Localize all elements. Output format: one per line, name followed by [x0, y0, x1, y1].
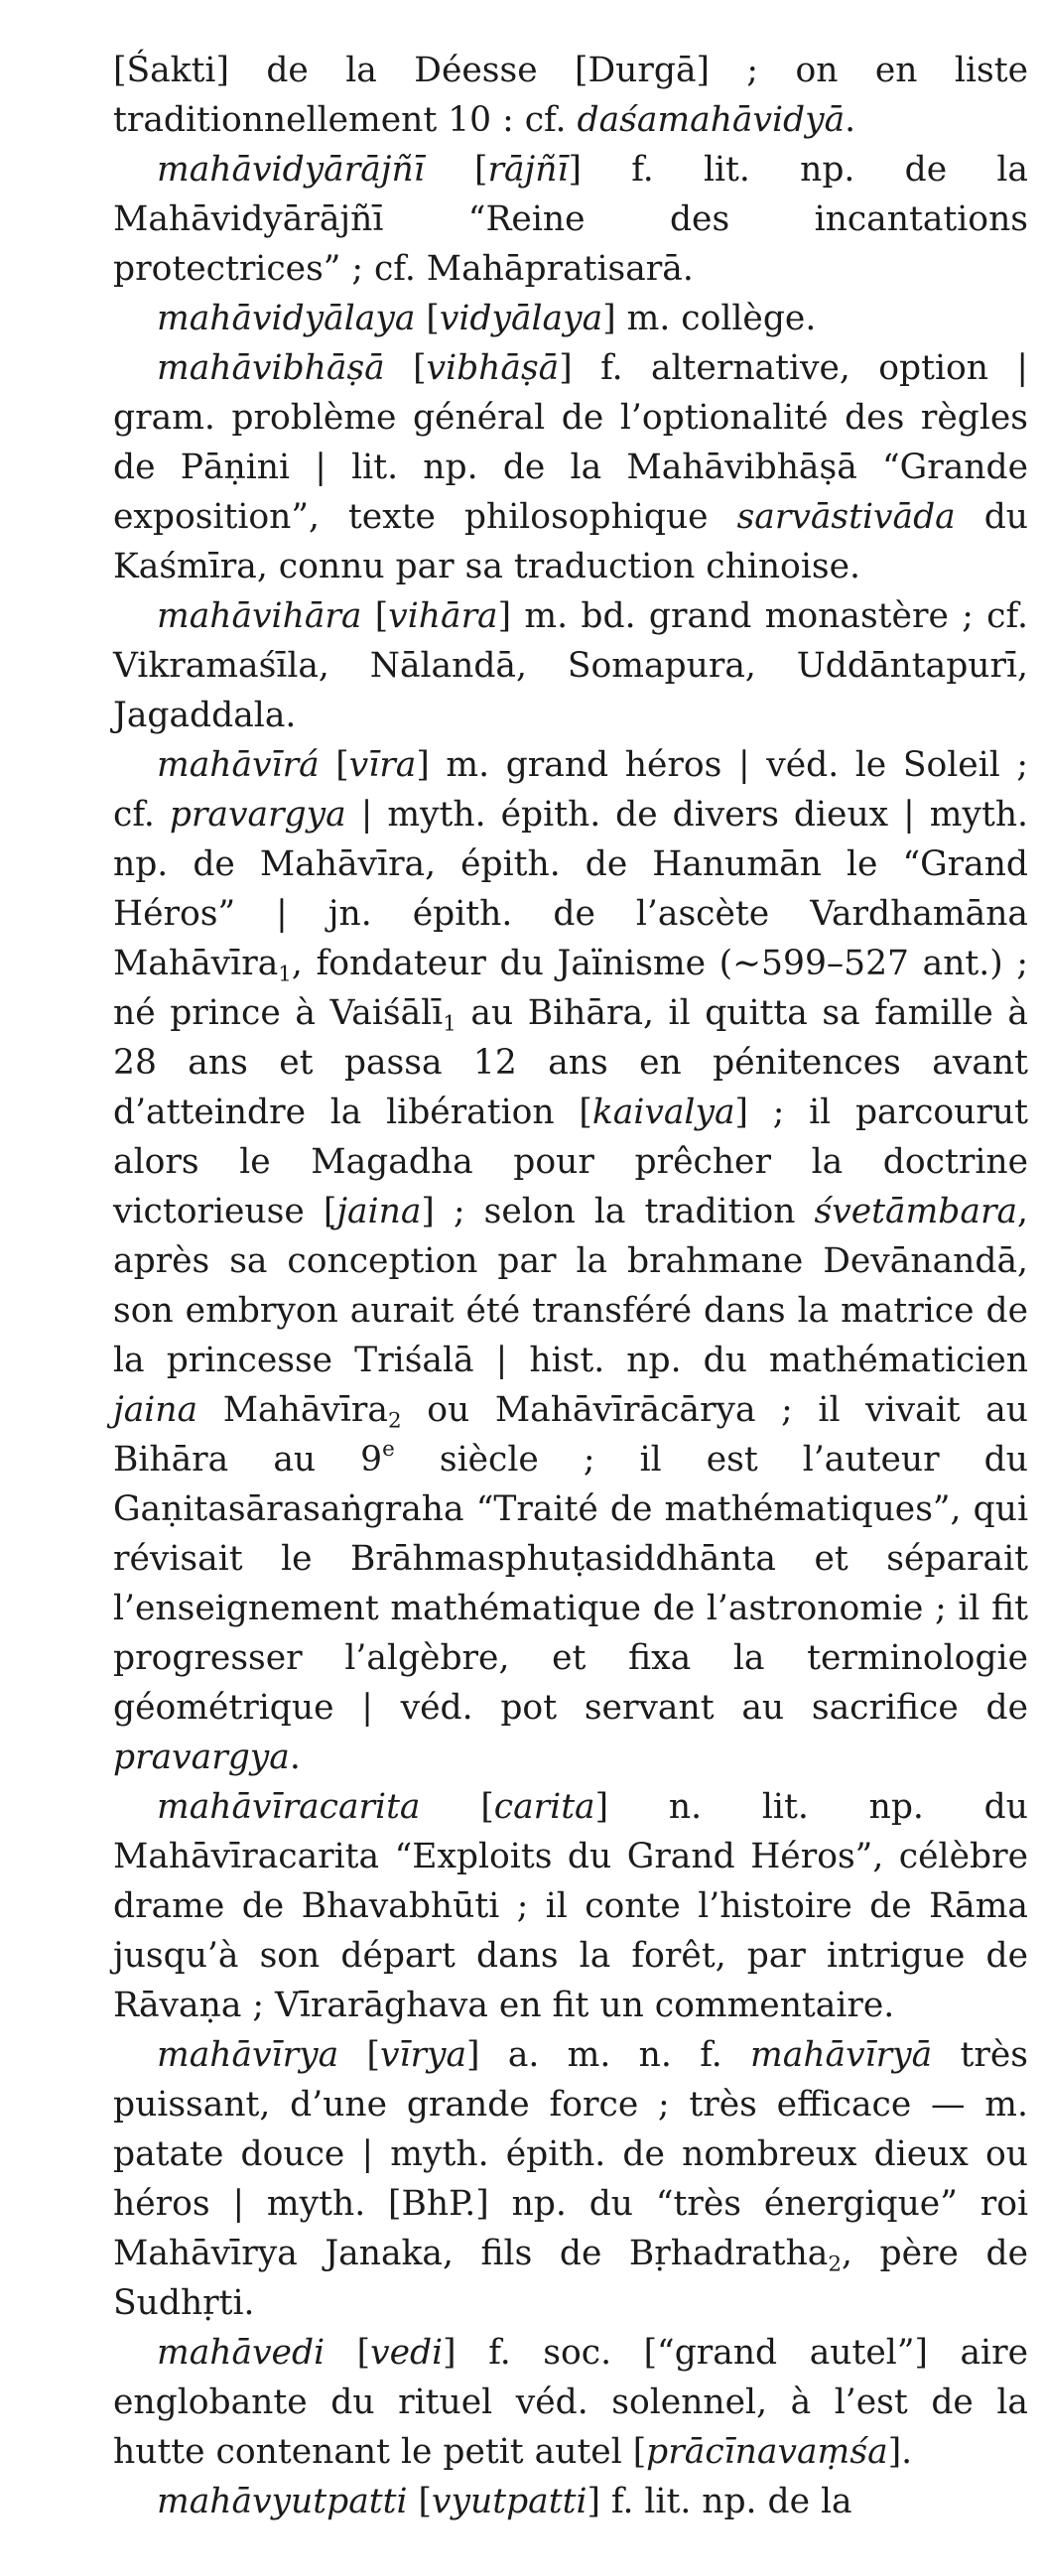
italic-term: daśamahāvidyā: [577, 100, 846, 140]
italic-term: kaivalya: [591, 1093, 735, 1132]
entry-text: ] m. collège.: [602, 299, 817, 338]
italic-term: sarvāstivāda: [736, 497, 956, 537]
headword: mahāvibhāṣā: [157, 348, 385, 388]
entry-text: très puissant, d’une grande force ; très efficace — m. patate douce | myth. épith. de nombreux dieux ou héros | myth. [BhP.] np. du “très énergique” roi Mahāvīrya Janaka, fils de Bṛhadratha: [113, 2035, 1028, 2273]
entry-text: [: [361, 596, 389, 636]
italic-term: vīra: [348, 745, 417, 785]
entry-text: [Śakti] de la Déesse [Durgā] ; on en liste traditionnellement 10 : cf.: [113, 51, 1028, 140]
entry-text: ] ; selon la tradition: [421, 1192, 815, 1231]
italic-term: pravargya: [169, 795, 346, 835]
entry-text: , fondateur du Jaïnisme (∼599–527 ant.) ; né prince à Vaiśālī: [113, 944, 1028, 1033]
entry-text: [: [415, 299, 440, 338]
italic-term: rājñī: [487, 150, 569, 190]
headword: mahāvīrá: [157, 745, 320, 785]
entry-text: ] f. soc. [“grand autel”] aire englobante du rituel véd. solennel, à l’est de la hutte contenant le petit autel [: [113, 2333, 1028, 2472]
subscript-index: 1: [443, 1011, 457, 1037]
headword: mahāvīracarita: [157, 1787, 421, 1827]
italic-term: vedi: [370, 2333, 444, 2373]
italic-term: pravargya: [113, 1738, 290, 1777]
superscript: e: [382, 1437, 395, 1463]
headword: mahāvyutpatti: [157, 2482, 408, 2521]
dictionary-entry: [113, 343, 1028, 591]
entry-text: [: [325, 2333, 371, 2373]
entry-text: [: [384, 348, 427, 388]
headword: mahāvihāra: [157, 596, 362, 636]
entry-text: ] f. lit. np. de la Mahāvidyārājñī “Reine des incantations protectrices” ; cf. Mahāpratisarā.: [113, 150, 1028, 289]
subscript-index: 1: [278, 962, 292, 987]
entry-text: [: [319, 745, 349, 785]
entry-text: siècle ; il est l’auteur du Gaṇitasārasaṅgraha “Traité de mathématiques”, qui révisait le Brāhmasphuṭasiddhānta et séparait l’enseignement mathématique de l’astronomie ; il fit progresser l’algèbre, et fixa la terminologie géométrique | véd. pot servant au sacrifice de: [113, 1440, 1028, 1728]
entry-text: ] n. lit. np. du Mahāvīracarita “Exploits du Grand Héros”, célèbre drame de Bhavabhūti ; il conte l’histoire de Rāma jusqu’à son départ dans la forêt, par intrigue de Rāvaṇa ; Vīrarāghava en fit un commentaire.: [113, 1787, 1028, 2025]
italic-term: jaina: [113, 1390, 198, 1430]
entry-continuation: [113, 46, 1028, 145]
entry-text: [: [407, 2482, 432, 2521]
italic-term: vibhāṣā: [426, 348, 560, 388]
headword: mahāvidyālaya: [157, 299, 416, 338]
entry-text: au Bihāra, il quitta sa famille à 28 ans et passa 12 ans en pénitences avant d’atteindre la libération [: [113, 993, 1028, 1132]
entry-text: | myth. épith. de divers dieux | myth. np. de Mahāvīra, épith. de Hanumān le “Grand Héros” | jn. épith. de l’ascète Vardhamāna Mahāvīra: [113, 795, 1029, 983]
entry-text: ] f. alternative, option | gram. problème général de l’optionalité des règles de Pāṇini | lit. np. de la Mahāvibhāṣā “Grande exposition”, texte philosophique: [113, 348, 1028, 537]
entry-text: .: [845, 100, 856, 140]
italic-term: śvetāmbara: [814, 1192, 1018, 1231]
entry-text: , après sa conception par la brahmane Devānandā, son embryon aurait été transféré dans la matrice de la princesse Triśalā | hist. np. du mathématicien: [113, 1192, 1028, 1380]
entry-text: [: [338, 2035, 380, 2075]
entry-text: ou Mahāvīrācārya ; il vivait au Bihāra au 9: [113, 1390, 1028, 1480]
dictionary-text-column: [113, 46, 1028, 2526]
dictionary-entry: [113, 740, 1028, 1782]
entry-text: ] m. grand héros | véd. le Soleil ; cf.: [113, 745, 1028, 835]
headword: mahāvīrya: [157, 2035, 339, 2075]
entry-text: Mahāvīra: [197, 1390, 388, 1430]
italic-term: carita: [493, 1787, 595, 1827]
entry-text: , père de Sudhṛti.: [113, 2234, 1029, 2323]
italic-term: jaina: [336, 1192, 422, 1231]
entry-text: [: [424, 150, 488, 190]
entry-text: du Kaśmīra, connu par sa traduction chinoise.: [113, 497, 1028, 586]
dictionary-entry: [113, 1782, 1028, 2030]
entry-text: ] f. lit. np. de la: [587, 2482, 852, 2521]
italic-term: vyutpatti: [432, 2482, 587, 2521]
dictionary-entry: [113, 2030, 1028, 2328]
entry-text: .: [289, 1738, 301, 1777]
italic-term: vidyālaya: [439, 299, 603, 338]
entry-text: [: [420, 1787, 494, 1827]
italic-term: prācīnavaṃśa: [646, 2432, 888, 2472]
dictionary-entry: [113, 2477, 1028, 2526]
entry-text: ].: [887, 2432, 913, 2472]
entry-text: ] a. m. n. f.: [466, 2035, 751, 2075]
dictionary-entry: [113, 294, 1028, 343]
italic-term: mahāvīryā: [750, 2035, 933, 2075]
italic-term: vīrya: [379, 2035, 467, 2075]
headword: mahāvedi: [157, 2333, 326, 2373]
entry-text: ] m. bd. grand monastère ; cf. Vikramaśīla, Nālandā, Somapura, Uddāntapurī, Jagaddala.: [113, 596, 1028, 735]
headword: mahāvidyārājñī: [157, 150, 425, 190]
dictionary-entry: [113, 2328, 1028, 2477]
subscript-index: 2: [387, 1408, 402, 1434]
dictionary-entry: [113, 145, 1028, 294]
dictionary-entry: [113, 591, 1028, 740]
entry-text: ] ; il parcourut alors le Magadha pour prêcher la doctrine victorieuse [: [113, 1093, 1028, 1231]
italic-term: vihāra: [388, 596, 498, 636]
subscript-index: 2: [828, 2252, 842, 2277]
